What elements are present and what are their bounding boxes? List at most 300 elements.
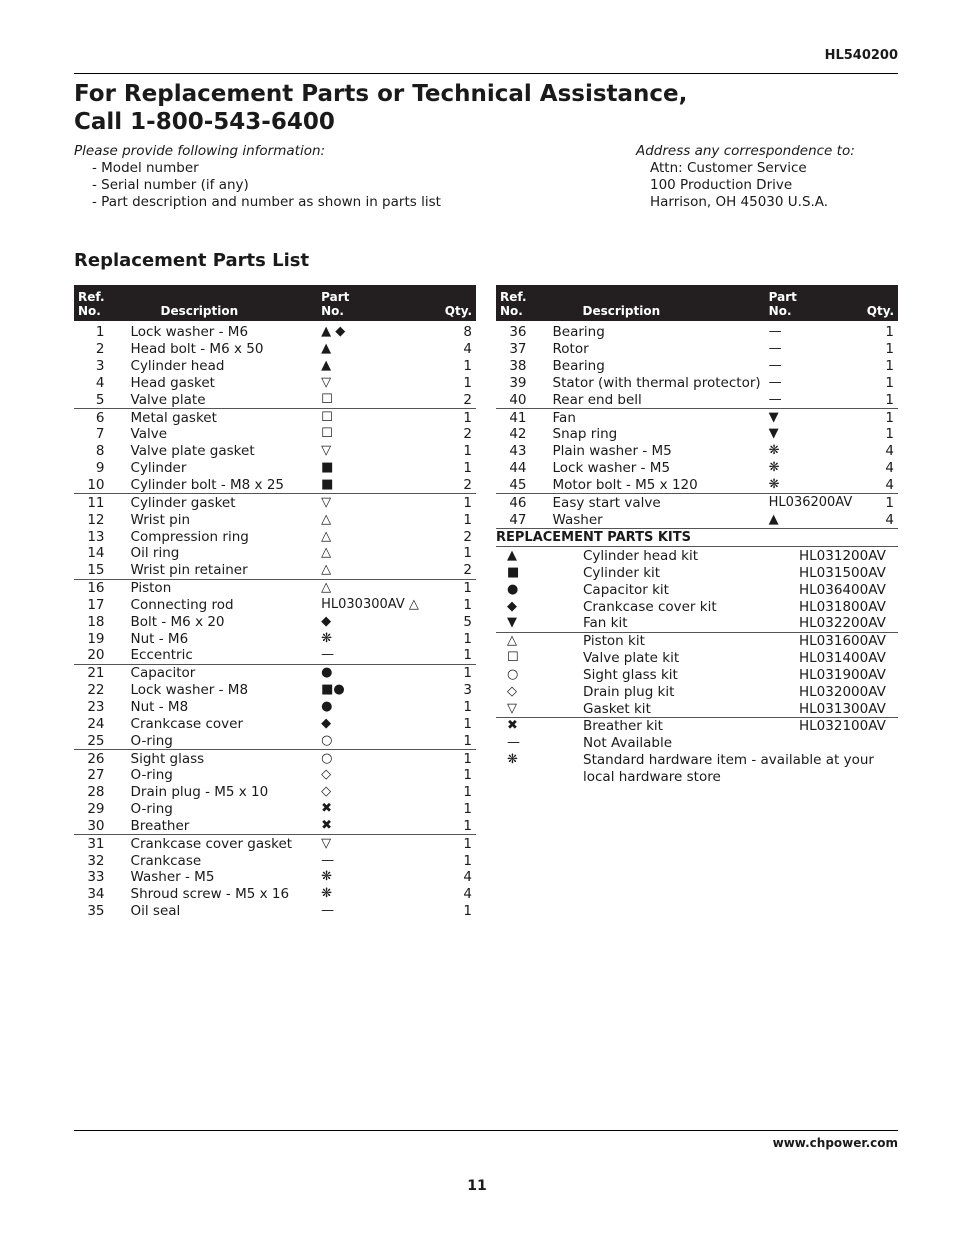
kit-symbol: ◆	[507, 598, 517, 614]
ref-number: 43	[509, 443, 527, 460]
table-row	[496, 494, 898, 511]
part-description: Cylinder	[130, 460, 187, 477]
quantity: 1	[463, 715, 472, 732]
part-number: △	[321, 511, 332, 527]
ref-number: 40	[509, 391, 527, 408]
table-row	[496, 477, 898, 494]
part-number: ✖	[321, 801, 333, 817]
kit-symbol: ●	[507, 581, 519, 597]
quantity: 1	[885, 426, 894, 443]
part-description: Wrist pin retainer	[130, 562, 248, 579]
ref-number: 29	[87, 801, 105, 818]
table-row	[74, 494, 476, 511]
legend-row	[496, 735, 898, 752]
table-row	[74, 511, 476, 528]
kit-part-number: HL031600AV	[799, 633, 898, 650]
table-row	[74, 903, 476, 920]
part-number: —	[768, 391, 782, 407]
part-description: Bearing	[552, 324, 605, 341]
ref-number: 11	[74, 494, 109, 511]
quantity: 1	[858, 409, 898, 426]
quantity: 4	[463, 886, 472, 903]
footer-url: www.chpower.com	[772, 1136, 898, 1150]
table-row	[74, 409, 476, 426]
table-row	[74, 545, 476, 562]
quantity: 2	[463, 391, 472, 408]
legend-symbol: —	[507, 735, 520, 751]
quantity: 1	[885, 324, 894, 341]
kit-symbol: ✖	[496, 718, 563, 735]
ref-number: 39	[509, 374, 527, 391]
kit-row	[496, 684, 898, 701]
ref-number: 7	[95, 426, 105, 443]
quantity: 1	[423, 579, 476, 596]
part-description: Stator (with thermal protector)	[552, 374, 761, 391]
quantity: 1	[463, 596, 472, 613]
table-row	[74, 817, 476, 834]
quantity: 1	[423, 494, 476, 511]
part-number: ■●	[321, 682, 345, 698]
table-row	[496, 409, 898, 426]
part-number: ■	[321, 460, 334, 476]
table-row	[74, 460, 476, 477]
kit-row	[496, 615, 898, 632]
parts-table-right	[496, 285, 898, 528]
ref-number: 13	[87, 528, 105, 545]
part-description: Motor bolt - M5 x 120	[552, 477, 698, 494]
kit-symbol: ○	[507, 666, 519, 682]
part-number: ✖	[321, 817, 333, 833]
quantity: 4	[885, 511, 894, 528]
title-line-2: Call 1-800-543-6400	[74, 109, 335, 135]
table-row	[496, 341, 898, 358]
part-description: Bearing	[552, 358, 605, 375]
part-description: Oil seal	[130, 903, 181, 920]
part-number: ▲	[321, 341, 332, 357]
table-header-row	[74, 285, 476, 321]
table-row	[74, 375, 476, 392]
ref-number: 14	[87, 545, 105, 562]
legend-row	[496, 752, 898, 786]
part-number: ❋	[321, 869, 333, 885]
ref-number: 28	[87, 784, 105, 801]
col-ref-header: Ref. No.	[78, 290, 105, 318]
part-description: Washer	[552, 511, 603, 528]
part-description: Capacitor	[109, 664, 318, 681]
part-description: Valve plate	[130, 391, 206, 408]
kit-symbol: ☐	[507, 650, 519, 666]
kit-part-number: HL031900AV	[799, 666, 886, 683]
table-row	[496, 321, 898, 341]
table-header-row	[496, 285, 898, 321]
part-description: Rear end bell	[552, 391, 642, 408]
kit-part-number: HL031500AV	[799, 564, 886, 581]
kit-part-number: HL031300AV	[799, 700, 886, 717]
quantity: 8	[463, 324, 472, 341]
part-description: Rotor	[552, 341, 589, 358]
ref-number: 22	[87, 682, 105, 699]
kit-description: Fan kit	[583, 615, 628, 632]
table-row	[74, 358, 476, 375]
table-row	[496, 511, 898, 528]
ref-number: 15	[87, 562, 105, 579]
kit-description: Drain plug kit	[583, 683, 675, 700]
quantity: 4	[463, 869, 472, 886]
table-row	[74, 630, 476, 647]
part-number: ◇	[321, 767, 332, 783]
quantity: 1	[463, 630, 472, 647]
part-description: Washer - M5	[130, 869, 215, 886]
ref-number: 23	[87, 698, 105, 715]
legend-text: Standard hardware item - available at your local hardware store	[583, 752, 874, 786]
part-description: Lock washer - M8	[130, 682, 249, 699]
col-desc-header: Description	[582, 304, 661, 318]
ref-number: 4	[95, 374, 105, 391]
legend-text: Not Available	[583, 735, 673, 752]
kit-description: Piston kit	[563, 633, 799, 650]
ref-number: 47	[509, 511, 527, 528]
part-number: —	[321, 852, 335, 868]
kit-description: Crankcase cover kit	[583, 598, 717, 615]
kit-row	[496, 565, 898, 582]
part-number: —	[321, 647, 335, 663]
address-line: 100 Production Drive	[650, 177, 793, 193]
ref-number: 21	[74, 664, 109, 681]
table-row	[74, 579, 476, 596]
ref-number: 38	[509, 358, 527, 375]
kit-row	[496, 667, 898, 684]
kit-part-number: HL032000AV	[799, 683, 886, 700]
part-description: Crankcase	[130, 852, 202, 869]
part-description: Cylinder gasket	[109, 494, 318, 511]
quantity: 1	[463, 852, 472, 869]
table-row	[496, 460, 898, 477]
table-row	[74, 528, 476, 545]
table-row	[74, 869, 476, 886]
part-description: Lock washer - M6	[130, 324, 249, 341]
kit-row	[496, 633, 898, 650]
ref-number: 36	[509, 324, 527, 341]
part-number: ❋	[321, 886, 333, 902]
ref-number: 31	[74, 835, 109, 852]
kit-row	[496, 582, 898, 599]
ref-number: 12	[87, 511, 105, 528]
address-line: Attn: Customer Service	[650, 160, 807, 176]
kits-heading: REPLACEMENT PARTS KITS	[496, 528, 898, 547]
part-number: △	[321, 545, 332, 561]
kit-part-number: HL036400AV	[799, 581, 886, 598]
part-number: —	[768, 358, 782, 374]
ref-number: 45	[509, 477, 527, 494]
quantity: 1	[463, 460, 472, 477]
address-line: Harrison, OH 45030 U.S.A.	[650, 194, 829, 210]
part-description: O-ring	[130, 767, 173, 784]
part-description: Head gasket	[130, 374, 215, 391]
part-number: ▼	[768, 426, 779, 442]
quantity: 1	[885, 341, 894, 358]
kit-description: Gasket kit	[583, 700, 651, 717]
part-description: Valve plate gasket	[130, 443, 255, 460]
ref-number: 41	[496, 409, 531, 426]
quantity: 1	[463, 801, 472, 818]
table-row	[74, 784, 476, 801]
ref-number: 27	[87, 767, 105, 784]
header-divider	[74, 73, 898, 74]
part-description: Crankcase cover gasket	[109, 835, 318, 852]
quantity: 1	[423, 835, 476, 852]
ref-number: 19	[87, 630, 105, 647]
ref-number: 24	[87, 715, 105, 732]
ref-number: 20	[87, 647, 105, 664]
quantity: 1	[423, 664, 476, 681]
table-row	[74, 321, 476, 341]
part-number: ◆	[321, 715, 332, 731]
table-row	[74, 852, 476, 869]
kit-description: Cylinder kit	[583, 564, 661, 581]
provide-info-block	[74, 143, 441, 211]
quantity: 2	[463, 562, 472, 579]
table-row	[74, 767, 476, 784]
part-description: Head bolt - M6 x 50	[130, 341, 264, 358]
kit-symbol: ■	[507, 564, 520, 580]
kit-description: Sight glass kit	[583, 666, 678, 683]
part-number: —	[768, 374, 782, 390]
part-number: ▼	[765, 409, 858, 426]
part-number: HL036200AV	[765, 494, 858, 511]
quantity: 1	[463, 732, 472, 749]
part-description: Nut - M6	[130, 630, 189, 647]
table-row	[496, 426, 898, 443]
quantity: 1	[463, 698, 472, 715]
ref-number: 17	[87, 596, 105, 613]
ref-number: 5	[95, 391, 105, 408]
part-description: Shroud screw - M5 x 16	[130, 886, 290, 903]
quantity: 1	[463, 767, 472, 784]
part-number: △	[317, 579, 423, 596]
model-number: HL540200	[824, 48, 898, 63]
quantity: 1	[463, 374, 472, 391]
ref-number: 42	[509, 426, 527, 443]
ref-number: 9	[95, 460, 105, 477]
part-number: ❋	[768, 477, 780, 493]
kit-row	[496, 548, 898, 565]
part-description: Piston	[109, 579, 318, 596]
ref-number: 34	[87, 886, 105, 903]
part-number: △	[321, 528, 332, 544]
ref-number: 44	[509, 460, 527, 477]
part-number: ▽	[321, 443, 332, 459]
kit-part-number: HL032200AV	[799, 615, 886, 632]
ref-number: 25	[87, 732, 105, 749]
kit-description: Capacitor kit	[583, 581, 669, 598]
table-row	[74, 715, 476, 732]
ref-number: 33	[87, 869, 105, 886]
table-row	[74, 750, 476, 767]
address-block	[636, 143, 855, 211]
table-row	[74, 647, 476, 664]
quantity: 4	[463, 341, 472, 358]
part-description: Metal gasket	[109, 409, 318, 426]
part-number: ▽	[317, 494, 423, 511]
quantity: 1	[463, 903, 472, 920]
parts-table-left	[74, 285, 476, 920]
kit-symbol: ▽	[507, 700, 517, 716]
page-number: 11	[467, 1178, 487, 1194]
part-number: ❋	[768, 443, 780, 459]
table-row	[74, 835, 476, 852]
kit-symbol: △	[496, 633, 563, 650]
ref-number: 1	[95, 324, 105, 341]
col-desc-header: Description	[160, 304, 239, 318]
table-row	[74, 699, 476, 716]
quantity: 1	[463, 443, 472, 460]
address-heading: Address any correspondence to:	[636, 143, 855, 159]
quantity: 4	[885, 443, 894, 460]
quantity: 3	[463, 682, 472, 699]
part-description: Nut - M8	[130, 698, 189, 715]
ref-number: 18	[87, 613, 105, 630]
part-description: Plain washer - M5	[552, 443, 672, 460]
quantity: 1	[858, 494, 898, 511]
col-part-header: Part No.	[768, 290, 797, 318]
part-number: ☐	[321, 391, 333, 407]
quantity: 2	[463, 477, 472, 494]
table-row	[74, 597, 476, 614]
part-number: ○	[321, 732, 333, 748]
part-description: Cylinder head	[130, 358, 225, 375]
quantity: 1	[463, 358, 472, 375]
part-number: ☐	[321, 426, 333, 442]
quantity: 1	[463, 784, 472, 801]
kit-row	[496, 650, 898, 667]
table-row	[74, 443, 476, 460]
ref-number: 32	[87, 852, 105, 869]
provide-info-heading: Please provide following information:	[74, 143, 326, 159]
kit-row	[496, 599, 898, 616]
part-number: —	[768, 324, 782, 340]
col-part-header: Part No.	[321, 290, 350, 318]
table-row	[74, 477, 476, 494]
part-description: Oil ring	[130, 545, 180, 562]
kit-part-number: HL031400AV	[799, 650, 886, 667]
table-row	[74, 341, 476, 358]
part-number: ☐	[317, 409, 423, 426]
part-number: △	[321, 562, 332, 578]
ref-number: 37	[509, 341, 527, 358]
quantity: 5	[463, 613, 472, 630]
quantity: 1	[423, 750, 476, 767]
col-qty-header: Qty.	[444, 304, 472, 318]
ref-number: 26	[74, 750, 109, 767]
part-description: Crankcase cover	[130, 715, 243, 732]
kit-symbol: ▼	[507, 615, 517, 631]
col-ref-header: Ref. No.	[500, 290, 527, 318]
table-row	[74, 613, 476, 630]
section-title: Replacement Parts List	[74, 250, 310, 271]
part-description: Cylinder bolt - M8 x 25	[130, 477, 285, 494]
part-description: O-ring	[130, 801, 173, 818]
part-description: Wrist pin	[130, 511, 191, 528]
part-description: Easy start valve	[531, 494, 765, 511]
ref-number: 8	[95, 443, 105, 460]
part-description: Sight glass	[109, 750, 318, 767]
part-description: Eccentric	[130, 647, 193, 664]
part-number: ❋	[321, 630, 333, 646]
footer-divider	[74, 1130, 898, 1131]
table-row	[496, 358, 898, 375]
part-number: ●	[321, 698, 333, 714]
table-row	[74, 886, 476, 903]
table-row	[74, 682, 476, 699]
table-row	[74, 426, 476, 443]
kit-description: Valve plate kit	[583, 650, 680, 667]
kit-part-number: HL031800AV	[799, 598, 886, 615]
part-description: Drain plug - M5 x 10	[130, 784, 269, 801]
kit-symbol: ◇	[507, 683, 517, 699]
ref-number: 46	[496, 494, 531, 511]
quantity: 1	[885, 391, 894, 408]
legend-symbol: ❋	[507, 752, 518, 768]
part-number: ■	[321, 477, 334, 493]
part-number: HL030300AV △	[321, 596, 419, 612]
kits-table	[496, 548, 898, 786]
part-number: —	[321, 903, 335, 919]
table-row	[74, 732, 476, 749]
part-number: ❋	[768, 460, 780, 476]
provide-info-item: - Part description and number as shown in parts list	[92, 194, 441, 210]
provide-info-item: - Serial number (if any)	[92, 177, 249, 193]
part-number: ○	[317, 750, 423, 767]
part-number: ●	[317, 664, 423, 681]
part-number: ◆	[321, 613, 332, 629]
part-number: ▽	[321, 374, 332, 390]
table-row	[496, 391, 898, 408]
quantity: 2	[463, 528, 472, 545]
col-qty-header: Qty.	[866, 304, 894, 318]
quantity: 1	[885, 374, 894, 391]
part-description: O-ring	[130, 732, 173, 749]
kit-symbol: ▲	[507, 548, 517, 563]
ref-number: 16	[74, 579, 109, 596]
ref-number: 10	[87, 477, 105, 494]
table-row	[74, 391, 476, 408]
table-row	[74, 801, 476, 818]
part-description: Connecting rod	[130, 596, 234, 613]
part-description: Fan	[531, 409, 765, 426]
table-row	[74, 664, 476, 681]
quantity: 1	[463, 511, 472, 528]
part-description: Compression ring	[130, 528, 249, 545]
provide-info-item: - Model number	[92, 160, 199, 176]
quantity: 1	[463, 817, 472, 834]
quantity: 4	[885, 477, 894, 494]
part-description: Breather	[130, 817, 190, 834]
quantity: 4	[885, 460, 894, 477]
part-number: ▲	[321, 358, 332, 374]
kit-part-number: HL031200AV	[799, 548, 886, 564]
table-row	[496, 443, 898, 460]
part-number: ▲	[768, 511, 779, 527]
quantity: 1	[885, 358, 894, 375]
kit-part-number: HL032100AV	[799, 718, 898, 735]
ref-number: 3	[95, 358, 105, 375]
quantity: 2	[463, 426, 472, 443]
quantity: 1	[463, 647, 472, 664]
part-description: Valve	[130, 426, 168, 443]
table-row	[74, 562, 476, 579]
ref-number: 35	[87, 903, 105, 920]
ref-number: 30	[87, 817, 105, 834]
